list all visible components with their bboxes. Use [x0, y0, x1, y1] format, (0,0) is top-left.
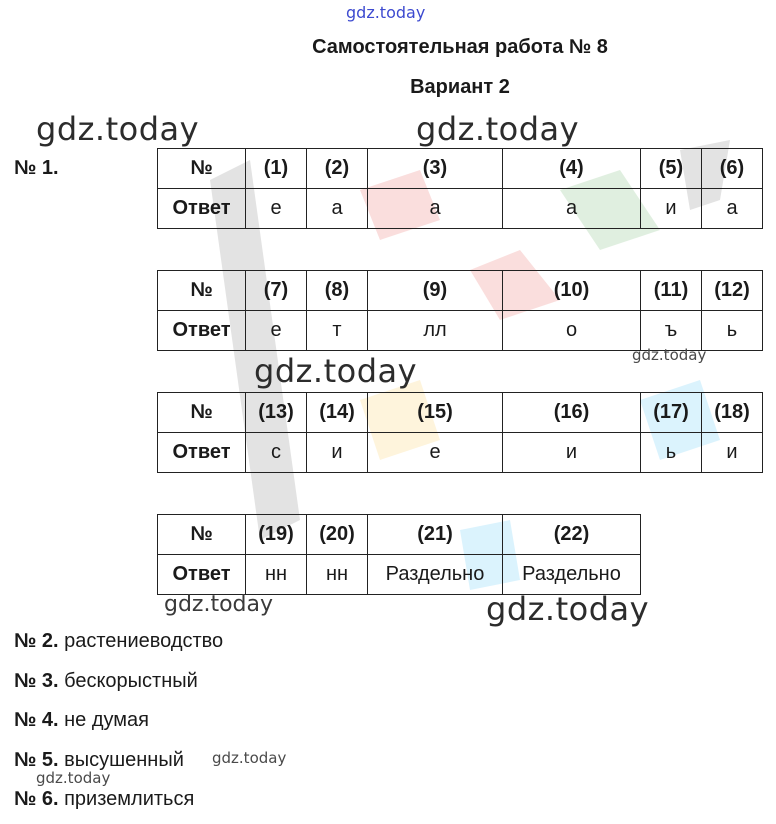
- task-answer: растениеводство: [64, 630, 224, 652]
- cell-answer: а: [307, 189, 368, 229]
- watermark-bottom-left: gdz.today: [36, 769, 111, 787]
- watermark-small-right: gdz.today: [632, 346, 707, 364]
- cell-number: (19): [246, 515, 307, 555]
- row-header-answer: Ответ: [158, 311, 246, 351]
- watermark-mid: gdz.today: [254, 352, 418, 390]
- task-label: № 6.: [14, 788, 59, 810]
- cell-answer: нн: [307, 555, 368, 595]
- cell-answer: о: [503, 311, 641, 351]
- cell-number: (4): [503, 149, 641, 189]
- cell-number: (21): [368, 515, 503, 555]
- row-header-number: №: [158, 149, 246, 189]
- task-3: [14, 670, 198, 693]
- cell-answer: а: [368, 189, 503, 229]
- cell-answer: т: [307, 311, 368, 351]
- page-title: Самостоятельная работа № 8: [312, 36, 608, 58]
- cell-number: (20): [307, 515, 368, 555]
- table-row-answers: [158, 189, 763, 229]
- cell-number: (17): [641, 393, 702, 433]
- cell-answer: е: [246, 311, 307, 351]
- cell-answer: а: [503, 189, 641, 229]
- answer-table-1: [157, 148, 763, 229]
- cell-number: (15): [368, 393, 503, 433]
- table-row-numbers: [158, 149, 763, 189]
- watermark-small-left: gdz.today: [164, 592, 274, 617]
- task-6: [14, 788, 194, 811]
- cell-answer: ь: [702, 311, 763, 351]
- cell-number: (3): [368, 149, 503, 189]
- cell-number: (8): [307, 271, 368, 311]
- answer-table-4: [157, 514, 641, 595]
- cell-answer: ъ: [641, 311, 702, 351]
- watermark-top: gdz.today: [346, 3, 426, 22]
- cell-number: (7): [246, 271, 307, 311]
- cell-number: (10): [503, 271, 641, 311]
- cell-number: (18): [702, 393, 763, 433]
- task-answer: высушенный: [64, 749, 184, 771]
- task-label: № 5.: [14, 749, 59, 771]
- task-label: № 4.: [14, 709, 59, 731]
- cell-number: (22): [503, 515, 641, 555]
- task-answer: бескорыстный: [64, 670, 198, 692]
- cell-answer: Раздельно: [503, 555, 641, 595]
- cell-number: (5): [641, 149, 702, 189]
- cell-answer: ь: [641, 433, 702, 473]
- cell-answer: лл: [368, 311, 503, 351]
- task-label: № 3.: [14, 670, 59, 692]
- answer-table-2: [157, 270, 763, 351]
- cell-number: (13): [246, 393, 307, 433]
- row-header-number: №: [158, 271, 246, 311]
- cell-answer: и: [503, 433, 641, 473]
- task-label: № 2.: [14, 630, 59, 652]
- table-row-answers: [158, 311, 763, 351]
- row-header-answer: Ответ: [158, 433, 246, 473]
- table-row-numbers: [158, 515, 641, 555]
- cell-answer: с: [246, 433, 307, 473]
- cell-number: (2): [307, 149, 368, 189]
- task-answer: приземлиться: [64, 788, 195, 810]
- cell-number: (16): [503, 393, 641, 433]
- cell-answer: и: [702, 433, 763, 473]
- table-row-numbers: [158, 393, 763, 433]
- watermark-center: gdz.today: [416, 110, 580, 148]
- variant-title: Вариант 2: [410, 76, 510, 98]
- row-header-number: №: [158, 515, 246, 555]
- row-header-answer: Ответ: [158, 189, 246, 229]
- row-header-answer: Ответ: [158, 555, 246, 595]
- cell-answer: нн: [246, 555, 307, 595]
- cell-answer: Раздельно: [368, 555, 503, 595]
- cell-answer: и: [641, 189, 702, 229]
- cell-answer: е: [368, 433, 503, 473]
- table-row-numbers: [158, 271, 763, 311]
- cell-number: (6): [702, 149, 763, 189]
- table-row-answers: [158, 555, 641, 595]
- cell-number: (12): [702, 271, 763, 311]
- cell-answer: а: [702, 189, 763, 229]
- watermark-inline: gdz.today: [212, 749, 287, 767]
- cell-number: (1): [246, 149, 307, 189]
- row-header-number: №: [158, 393, 246, 433]
- cell-number: (11): [641, 271, 702, 311]
- task-4: [14, 709, 149, 732]
- task-2: [14, 630, 223, 653]
- table-row-answers: [158, 433, 763, 473]
- cell-answer: е: [246, 189, 307, 229]
- answer-table-3: [157, 392, 763, 473]
- task-answer: не думая: [64, 709, 149, 731]
- task-1-label: № 1.: [14, 157, 59, 179]
- watermark-bottom-right: gdz.today: [486, 590, 650, 628]
- watermark-left: gdz.today: [36, 110, 200, 148]
- cell-number: (9): [368, 271, 503, 311]
- cell-number: (14): [307, 393, 368, 433]
- cell-answer: и: [307, 433, 368, 473]
